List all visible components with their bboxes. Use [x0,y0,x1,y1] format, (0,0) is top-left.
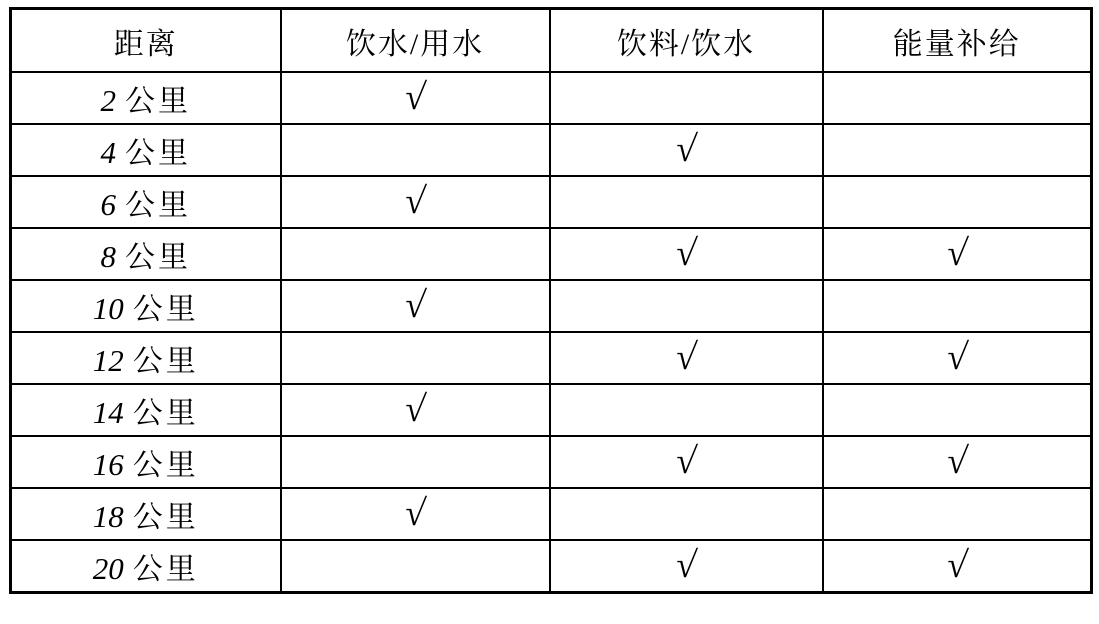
check-mark: √ [944,233,970,274]
check-cell [281,540,550,593]
check-mark: √ [673,441,699,482]
check-cell [550,228,823,280]
check-cell [281,124,550,176]
check-cell [823,228,1092,280]
supply-station-table [9,7,1093,594]
distance-unit: 公里 [132,553,199,586]
table-body [11,72,1092,593]
check-mark: √ [402,389,428,430]
table-row [11,436,1092,488]
distance-value: 20 [92,551,124,586]
table-row [11,384,1092,436]
check-cell [281,488,550,540]
check-cell [823,436,1092,488]
distance-unit: 公里 [132,293,199,326]
check-cell [281,228,550,280]
distance-unit: 公里 [125,85,191,118]
check-cell [281,436,550,488]
check-cell [281,280,550,332]
check-mark: √ [673,337,699,378]
check-mark: √ [944,545,970,586]
distance-value: 2 [100,83,116,118]
column-header-energy-supply: 能量补给 [823,9,1092,73]
check-cell [550,436,823,488]
distance-unit: 公里 [132,449,199,482]
check-mark: √ [673,545,699,586]
distance-cell [11,228,281,280]
distance-cell [11,280,281,332]
check-mark: √ [944,337,970,378]
check-mark: √ [402,493,428,534]
table-row [11,228,1092,280]
distance-value: 16 [92,447,124,482]
distance-cell [11,72,281,124]
distance-value: 6 [100,187,116,222]
check-cell [823,540,1092,593]
check-cell [550,488,823,540]
distance-cell [11,332,281,384]
check-cell [823,280,1092,332]
check-cell [550,332,823,384]
column-header-drinking-water: 饮水/用水 [281,9,550,73]
distance-unit: 公里 [132,345,199,378]
check-cell [550,124,823,176]
check-cell [823,488,1092,540]
check-cell [823,332,1092,384]
check-cell [823,72,1092,124]
distance-value: 12 [92,343,124,378]
check-mark: √ [944,441,970,482]
distance-unit: 公里 [125,241,191,274]
table-row [11,124,1092,176]
check-cell [281,72,550,124]
distance-value: 4 [100,135,116,170]
check-cell [550,384,823,436]
distance-value: 14 [92,395,124,430]
check-cell [823,124,1092,176]
distance-cell [11,436,281,488]
table-row [11,72,1092,124]
table-row [11,540,1092,593]
check-mark: √ [402,181,428,222]
table-row [11,176,1092,228]
distance-value: 18 [92,499,124,534]
check-mark: √ [402,285,428,326]
distance-cell [11,488,281,540]
table-row [11,332,1092,384]
check-cell [550,176,823,228]
column-header-distance: 距离 [11,9,281,73]
table-header [11,9,1092,73]
check-mark: √ [673,233,699,274]
check-cell [281,332,550,384]
check-cell [823,176,1092,228]
check-cell [281,176,550,228]
check-cell [823,384,1092,436]
header-row [11,9,1092,73]
check-cell [281,384,550,436]
distance-cell [11,540,281,593]
check-cell [550,540,823,593]
distance-unit: 公里 [132,397,199,430]
distance-unit: 公里 [132,501,199,534]
check-mark: √ [673,129,699,170]
distance-cell [11,384,281,436]
distance-cell [11,124,281,176]
distance-value: 8 [100,239,116,274]
distance-unit: 公里 [125,137,191,170]
check-mark: √ [402,77,428,118]
table-row [11,488,1092,540]
table-row [11,280,1092,332]
column-header-beverage-water: 饮料/饮水 [550,9,823,73]
distance-cell [11,176,281,228]
distance-unit: 公里 [125,189,191,222]
check-cell [550,72,823,124]
check-cell [550,280,823,332]
distance-value: 10 [92,291,124,326]
